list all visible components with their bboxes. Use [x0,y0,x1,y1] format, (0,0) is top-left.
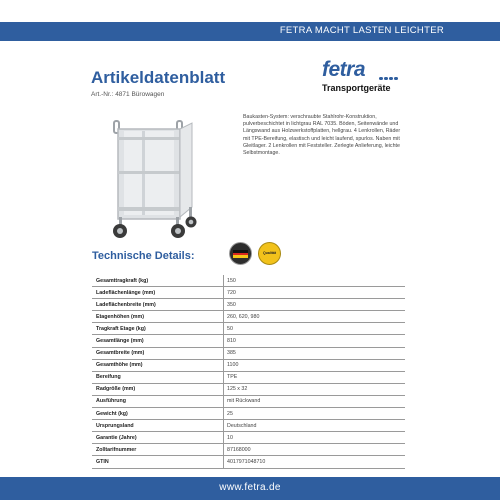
footer-url[interactable]: www.fetra.de [219,482,281,493]
brand-logo [322,58,412,98]
spec-label: Gesamtbreite (mm) [92,347,224,359]
spec-value: 150 [224,275,406,287]
spec-label: Radgröße (mm) [92,383,224,395]
table-row [92,299,405,311]
spec-value: mit Rückwand [224,395,406,407]
article-number: Art.-Nr.: 4871 Bürowagen [91,91,165,98]
footer-bar [0,477,500,500]
made-in-germany-badge [229,242,252,265]
spec-value: TPE [224,371,406,383]
header-band [0,22,500,41]
spec-label: Gesamtlänge (mm) [92,335,224,347]
spec-value: 125 x 32 [224,383,406,395]
spec-value: 810 [224,335,406,347]
spec-label: Zolltarifnummer [92,444,224,456]
tech-details-heading: Technische Details: [92,250,195,262]
table-row [92,335,405,347]
table-row [92,444,405,456]
table-row [92,408,405,420]
office-trolley-icon [104,119,204,244]
table-row [92,420,405,432]
table-row [92,395,405,407]
table-row [92,287,405,299]
document-title: Artikeldatenblatt [91,68,226,87]
spec-label: Bereifung [92,371,224,383]
header-bar [0,0,500,46]
spec-value: 720 [224,287,406,299]
spec-value: 1100 [224,359,406,371]
brand-subtitle: Transportgeräte [322,83,391,93]
spec-label: Ursprungsland [92,420,224,432]
product-image [104,119,204,244]
table-row [92,347,405,359]
product-description: Baukasten-System: verschraubte Stahlrohr-Konstruktion, pulverbeschichtet in lichtgrau RAL 7035. Böden, Seitenwände und Längswand aus Holzwerkstoffplatten, hellgrau. 4 Lenkrollen, Räder mit TPE-Bereifung, elastisch und leicht laufend, spurlos. Naben mit Gleitlager. 2 Lenkrollen mit Feststeller. Zerlegte Anlieferung, leichte Selbstmontage. [243,114,401,157]
spec-label: GTIN [92,456,224,468]
spec-label: Gesamthöhe (mm) [92,359,224,371]
spec-label: Garantie (Jahre) [92,432,224,444]
table-row [92,311,405,323]
quality-badge [258,242,281,265]
table-row [92,323,405,335]
specs-table [92,275,405,469]
spec-label: Ausführung [92,395,224,407]
spec-value: 350 [224,299,406,311]
spec-value: 260, 620, 980 [224,311,406,323]
spec-label: Tragkraft Etage (kg) [92,323,224,335]
header-slogan: FETRA MACHT LASTEN LEICHTER [279,25,444,36]
table-row [92,275,405,287]
spec-label: Gewicht (kg) [92,408,224,420]
table-row [92,432,405,444]
spec-value: 10 [224,432,406,444]
quality-badge-label: Qualität [262,251,277,255]
table-row [92,383,405,395]
table-row [92,371,405,383]
spec-label: Gesamttragkraft (kg) [92,275,224,287]
table-row [92,456,405,468]
logo-wordmark: fetra [322,58,366,81]
spec-label: Ladeflächenbreite (mm) [92,299,224,311]
spec-label: Etagenhöhen (mm) [92,311,224,323]
spec-value: 385 [224,347,406,359]
spec-value: 87168000 [224,444,406,456]
spec-label: Ladeflächenlänge (mm) [92,287,224,299]
table-row [92,359,405,371]
spec-value: 4017971048710 [224,456,406,468]
spec-value: 50 [224,323,406,335]
spec-value: Deutschland [224,420,406,432]
spec-value: 25 [224,408,406,420]
